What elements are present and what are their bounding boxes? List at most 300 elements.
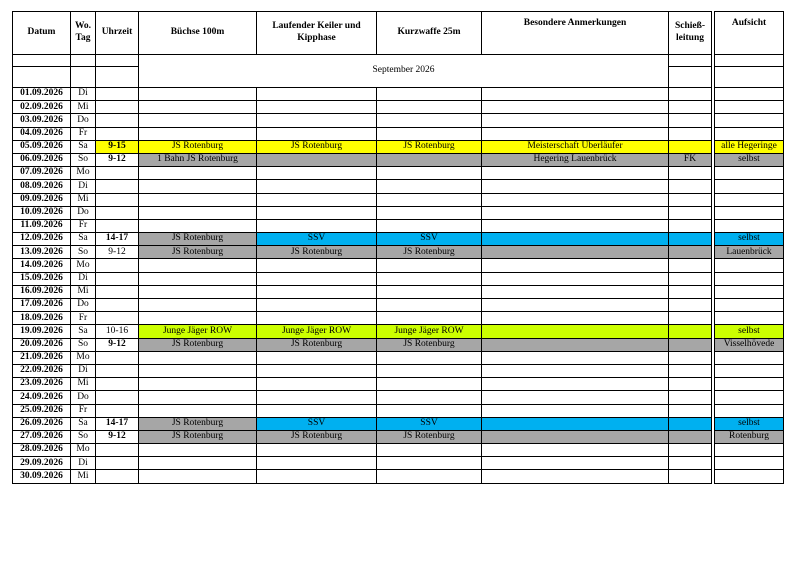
cell-schiessleitung: [669, 285, 712, 298]
cell-kurzwaffe: JS Rotenburg: [377, 430, 482, 443]
cell-day: Mo: [71, 259, 96, 272]
cell-date: 07.09.2026: [13, 167, 71, 180]
cell-kurzwaffe: [377, 364, 482, 377]
cell-day: Do: [71, 206, 96, 219]
cell-kurzwaffe: [377, 180, 482, 193]
cell-day: Do: [71, 114, 96, 127]
cell-schiessleitung: [669, 272, 712, 285]
cell-date: 13.09.2026: [13, 246, 71, 259]
cell-schiessleitung: [669, 444, 712, 457]
cell-kurzwaffe: JS Rotenburg: [377, 140, 482, 153]
cell-buechse: JS Rotenburg: [139, 233, 257, 246]
cell-buechse: [139, 404, 257, 417]
cell-anmerkungen: [482, 246, 669, 259]
cell-anmerkungen: [482, 219, 669, 232]
cell-kurzwaffe: [377, 114, 482, 127]
header-kurzwaffe: Kurzwaffe 25m: [377, 12, 482, 55]
cell-keiler: [257, 378, 377, 391]
cell-keiler: [257, 351, 377, 364]
cell-day: So: [71, 338, 96, 351]
table-row: [13, 272, 784, 285]
cell-aufsicht: selbst: [715, 153, 784, 166]
cell-keiler: [257, 259, 377, 272]
cell-anmerkungen: [482, 457, 669, 470]
cell-buechse: Junge Jäger ROW: [139, 325, 257, 338]
cell-anmerkungen: [482, 391, 669, 404]
cell-schiessleitung: [669, 127, 712, 140]
cell-buechse: JS Rotenburg: [139, 430, 257, 443]
cell-anmerkungen: [482, 193, 669, 206]
cell-day: Fr: [71, 219, 96, 232]
cell-schiessleitung: [669, 338, 712, 351]
cell-kurzwaffe: [377, 101, 482, 114]
cell-schiessleitung: [669, 457, 712, 470]
cell-schiessleitung: [669, 417, 712, 430]
cell-time: [96, 444, 139, 457]
cell-aufsicht: Visselhövede: [715, 338, 784, 351]
cell-anmerkungen: [482, 312, 669, 325]
cell-time: 9-12: [96, 430, 139, 443]
cell-time: [96, 351, 139, 364]
cell-keiler: [257, 193, 377, 206]
cell-aufsicht: [715, 312, 784, 325]
cell-time: [96, 272, 139, 285]
cell-aufsicht: [715, 351, 784, 364]
cell-keiler: [257, 285, 377, 298]
cell-day: So: [71, 430, 96, 443]
cell-date: 10.09.2026: [13, 206, 71, 219]
cell-time: 14-17: [96, 233, 139, 246]
cell-aufsicht: [715, 88, 784, 101]
cell-anmerkungen: [482, 444, 669, 457]
cell-day: Do: [71, 299, 96, 312]
table-row: [13, 167, 784, 180]
cell-date: 09.09.2026: [13, 193, 71, 206]
cell-anmerkungen: [482, 206, 669, 219]
cell-aufsicht: selbst: [715, 233, 784, 246]
cell-aufsicht: [715, 180, 784, 193]
cell-buechse: JS Rotenburg: [139, 246, 257, 259]
spacer-cell: [669, 55, 712, 67]
table-row: [13, 364, 784, 377]
cell-buechse: [139, 457, 257, 470]
header-wochentag: Wo. Tag: [71, 12, 96, 55]
cell-schiessleitung: [669, 246, 712, 259]
table-row: [13, 351, 784, 364]
header-schiessleitung: Schieß-leitung: [669, 12, 712, 55]
cell-kurzwaffe: JS Rotenburg: [377, 246, 482, 259]
cell-buechse: [139, 88, 257, 101]
spacer-cell: [96, 67, 139, 88]
cell-keiler: [257, 457, 377, 470]
cell-day: Mo: [71, 444, 96, 457]
table-row: [13, 127, 784, 140]
cell-time: [96, 378, 139, 391]
cell-date: 08.09.2026: [13, 180, 71, 193]
shooting-schedule-table: [12, 11, 784, 484]
cell-day: Di: [71, 457, 96, 470]
header-aufsicht: Aufsicht: [715, 12, 784, 55]
header-row: [13, 12, 784, 55]
cell-keiler: [257, 404, 377, 417]
table-row: [13, 246, 784, 259]
schedule-sheet: [12, 11, 784, 484]
cell-aufsicht: [715, 457, 784, 470]
cell-aufsicht: selbst: [715, 417, 784, 430]
cell-time: [96, 193, 139, 206]
cell-anmerkungen: [482, 101, 669, 114]
cell-anmerkungen: [482, 325, 669, 338]
table-row: [13, 206, 784, 219]
cell-kurzwaffe: [377, 457, 482, 470]
cell-anmerkungen: [482, 259, 669, 272]
cell-anmerkungen: Meisterschaft Überläufer: [482, 140, 669, 153]
cell-kurzwaffe: [377, 351, 482, 364]
cell-keiler: [257, 299, 377, 312]
cell-day: Fr: [71, 404, 96, 417]
cell-time: [96, 470, 139, 483]
cell-day: Fr: [71, 312, 96, 325]
cell-schiessleitung: [669, 140, 712, 153]
cell-date: 28.09.2026: [13, 444, 71, 457]
cell-aufsicht: [715, 101, 784, 114]
cell-anmerkungen: [482, 127, 669, 140]
cell-keiler: [257, 101, 377, 114]
cell-schiessleitung: [669, 206, 712, 219]
cell-keiler: [257, 88, 377, 101]
cell-keiler: [257, 206, 377, 219]
cell-anmerkungen: [482, 272, 669, 285]
cell-buechse: JS Rotenburg: [139, 417, 257, 430]
cell-schiessleitung: [669, 88, 712, 101]
cell-aufsicht: Lauenbrück: [715, 246, 784, 259]
spacer-cell: [669, 67, 712, 88]
cell-buechse: [139, 444, 257, 457]
cell-aufsicht: [715, 259, 784, 272]
cell-kurzwaffe: [377, 312, 482, 325]
cell-time: 9-12: [96, 153, 139, 166]
cell-date: 15.09.2026: [13, 272, 71, 285]
cell-day: Sa: [71, 140, 96, 153]
cell-kurzwaffe: [377, 285, 482, 298]
table-row: [13, 470, 784, 483]
cell-day: Mi: [71, 470, 96, 483]
table-row: [13, 378, 784, 391]
spacer-cell: [71, 67, 96, 88]
table-row: [13, 444, 784, 457]
cell-date: 06.09.2026: [13, 153, 71, 166]
cell-time: [96, 404, 139, 417]
cell-anmerkungen: [482, 285, 669, 298]
cell-kurzwaffe: [377, 219, 482, 232]
cell-day: Sa: [71, 325, 96, 338]
cell-day: So: [71, 246, 96, 259]
table-row: [13, 180, 784, 193]
cell-aufsicht: [715, 206, 784, 219]
cell-buechse: [139, 285, 257, 298]
cell-day: Sa: [71, 417, 96, 430]
cell-date: 22.09.2026: [13, 364, 71, 377]
cell-keiler: JS Rotenburg: [257, 430, 377, 443]
cell-date: 16.09.2026: [13, 285, 71, 298]
cell-anmerkungen: [482, 338, 669, 351]
cell-date: 17.09.2026: [13, 299, 71, 312]
cell-keiler: Junge Jäger ROW: [257, 325, 377, 338]
cell-kurzwaffe: SSV: [377, 417, 482, 430]
cell-aufsicht: [715, 470, 784, 483]
cell-buechse: [139, 364, 257, 377]
cell-buechse: [139, 272, 257, 285]
cell-buechse: [139, 470, 257, 483]
cell-keiler: SSV: [257, 233, 377, 246]
cell-time: 9-12: [96, 246, 139, 259]
cell-aufsicht: [715, 219, 784, 232]
table-row: [13, 233, 784, 246]
cell-day: Fr: [71, 127, 96, 140]
cell-buechse: [139, 299, 257, 312]
cell-aufsicht: [715, 299, 784, 312]
cell-anmerkungen: [482, 88, 669, 101]
cell-date: 05.09.2026: [13, 140, 71, 153]
cell-date: 21.09.2026: [13, 351, 71, 364]
cell-schiessleitung: [669, 219, 712, 232]
cell-schiessleitung: [669, 378, 712, 391]
cell-aufsicht: Rotenburg: [715, 430, 784, 443]
cell-day: Di: [71, 364, 96, 377]
table-row: [13, 325, 784, 338]
cell-day: Di: [71, 272, 96, 285]
cell-kurzwaffe: [377, 153, 482, 166]
table-row: [13, 285, 784, 298]
cell-keiler: [257, 153, 377, 166]
table-row: [13, 140, 784, 153]
cell-aufsicht: [715, 444, 784, 457]
cell-keiler: [257, 470, 377, 483]
cell-time: 14-17: [96, 417, 139, 430]
cell-date: 19.09.2026: [13, 325, 71, 338]
cell-keiler: [257, 444, 377, 457]
cell-time: [96, 391, 139, 404]
cell-keiler: SSV: [257, 417, 377, 430]
cell-date: 24.09.2026: [13, 391, 71, 404]
cell-schiessleitung: [669, 404, 712, 417]
cell-date: 14.09.2026: [13, 259, 71, 272]
cell-keiler: JS Rotenburg: [257, 338, 377, 351]
cell-anmerkungen: [482, 180, 669, 193]
cell-aufsicht: [715, 193, 784, 206]
cell-anmerkungen: [482, 114, 669, 127]
cell-aufsicht: [715, 114, 784, 127]
cell-kurzwaffe: Junge Jäger ROW: [377, 325, 482, 338]
cell-time: [96, 219, 139, 232]
cell-aufsicht: alle Hegeringe: [715, 140, 784, 153]
spacer-cell: [13, 55, 71, 67]
spacer-cell: [96, 55, 139, 67]
table-row: [13, 299, 784, 312]
cell-day: Mo: [71, 167, 96, 180]
cell-date: 02.09.2026: [13, 101, 71, 114]
cell-buechse: 1 Bahn JS Rotenburg: [139, 153, 257, 166]
cell-aufsicht: [715, 391, 784, 404]
cell-time: [96, 259, 139, 272]
spacer-cell: [715, 55, 784, 67]
cell-buechse: [139, 167, 257, 180]
cell-keiler: [257, 114, 377, 127]
cell-anmerkungen: [482, 351, 669, 364]
spacer-cell: [715, 67, 784, 88]
table-row: [13, 338, 784, 351]
cell-kurzwaffe: [377, 470, 482, 483]
cell-day: Mi: [71, 378, 96, 391]
cell-time: [96, 101, 139, 114]
cell-time: 10-16: [96, 325, 139, 338]
cell-buechse: [139, 312, 257, 325]
cell-date: 11.09.2026: [13, 219, 71, 232]
cell-buechse: [139, 219, 257, 232]
cell-date: 18.09.2026: [13, 312, 71, 325]
cell-time: [96, 285, 139, 298]
cell-kurzwaffe: [377, 167, 482, 180]
cell-kurzwaffe: [377, 444, 482, 457]
cell-buechse: [139, 180, 257, 193]
cell-schiessleitung: [669, 233, 712, 246]
table-row: [13, 88, 784, 101]
cell-time: [96, 88, 139, 101]
cell-aufsicht: [715, 404, 784, 417]
cell-date: 20.09.2026: [13, 338, 71, 351]
cell-anmerkungen: Hegering Lauenbrück: [482, 153, 669, 166]
cell-schiessleitung: [669, 259, 712, 272]
month-title: September 2026: [139, 55, 669, 88]
cell-time: 9-12: [96, 338, 139, 351]
cell-day: Sa: [71, 233, 96, 246]
cell-kurzwaffe: JS Rotenburg: [377, 338, 482, 351]
cell-keiler: [257, 364, 377, 377]
cell-anmerkungen: [482, 470, 669, 483]
cell-date: 26.09.2026: [13, 417, 71, 430]
cell-schiessleitung: [669, 101, 712, 114]
cell-aufsicht: [715, 167, 784, 180]
table-row: [13, 259, 784, 272]
cell-buechse: [139, 378, 257, 391]
cell-buechse: [139, 206, 257, 219]
cell-schiessleitung: [669, 312, 712, 325]
header-keiler: Laufender Keiler und Kipphase: [257, 12, 377, 55]
cell-day: Mi: [71, 193, 96, 206]
cell-schiessleitung: [669, 167, 712, 180]
cell-buechse: [139, 193, 257, 206]
cell-anmerkungen: [482, 430, 669, 443]
cell-schiessleitung: [669, 391, 712, 404]
table-row: [13, 153, 784, 166]
cell-date: 30.09.2026: [13, 470, 71, 483]
cell-buechse: [139, 114, 257, 127]
cell-schiessleitung: [669, 430, 712, 443]
spacer-cell: [71, 55, 96, 67]
table-row: [13, 391, 784, 404]
cell-anmerkungen: [482, 299, 669, 312]
cell-time: [96, 114, 139, 127]
cell-keiler: [257, 219, 377, 232]
cell-keiler: [257, 127, 377, 140]
cell-time: 9-15: [96, 140, 139, 153]
cell-keiler: [257, 180, 377, 193]
cell-schiessleitung: FK: [669, 153, 712, 166]
cell-keiler: [257, 272, 377, 285]
cell-buechse: JS Rotenburg: [139, 338, 257, 351]
cell-time: [96, 127, 139, 140]
cell-time: [96, 167, 139, 180]
cell-date: 04.09.2026: [13, 127, 71, 140]
cell-time: [96, 312, 139, 325]
table-row: [13, 219, 784, 232]
cell-anmerkungen: [482, 417, 669, 430]
cell-kurzwaffe: [377, 193, 482, 206]
cell-aufsicht: [715, 127, 784, 140]
cell-aufsicht: [715, 285, 784, 298]
cell-day: So: [71, 153, 96, 166]
cell-date: 23.09.2026: [13, 378, 71, 391]
cell-day: Di: [71, 180, 96, 193]
cell-kurzwaffe: SSV: [377, 233, 482, 246]
cell-kurzwaffe: [377, 391, 482, 404]
cell-schiessleitung: [669, 193, 712, 206]
cell-keiler: [257, 391, 377, 404]
header-anmerkungen: Besondere Anmerkungen: [482, 12, 669, 55]
cell-keiler: [257, 167, 377, 180]
table-row: [13, 430, 784, 443]
table-row: [13, 114, 784, 127]
cell-schiessleitung: [669, 351, 712, 364]
cell-aufsicht: [715, 364, 784, 377]
cell-day: Mi: [71, 285, 96, 298]
cell-kurzwaffe: [377, 272, 482, 285]
cell-date: 01.09.2026: [13, 88, 71, 101]
cell-schiessleitung: [669, 470, 712, 483]
cell-buechse: [139, 259, 257, 272]
cell-keiler: JS Rotenburg: [257, 246, 377, 259]
cell-date: 03.09.2026: [13, 114, 71, 127]
cell-kurzwaffe: [377, 299, 482, 312]
cell-anmerkungen: [482, 404, 669, 417]
cell-day: Mo: [71, 351, 96, 364]
table-row: [13, 193, 784, 206]
cell-buechse: [139, 127, 257, 140]
cell-schiessleitung: [669, 325, 712, 338]
cell-kurzwaffe: [377, 259, 482, 272]
header-uhrzeit: Uhrzeit: [96, 12, 139, 55]
table-row: [13, 457, 784, 470]
cell-day: Do: [71, 391, 96, 404]
cell-anmerkungen: [482, 167, 669, 180]
cell-time: [96, 206, 139, 219]
cell-day: Mi: [71, 101, 96, 114]
cell-anmerkungen: [482, 364, 669, 377]
cell-kurzwaffe: [377, 206, 482, 219]
table-row: [13, 101, 784, 114]
cell-keiler: [257, 312, 377, 325]
cell-aufsicht: selbst: [715, 325, 784, 338]
cell-date: 12.09.2026: [13, 233, 71, 246]
cell-anmerkungen: [482, 378, 669, 391]
cell-keiler: JS Rotenburg: [257, 140, 377, 153]
cell-day: Di: [71, 88, 96, 101]
spacer-row: [13, 55, 784, 67]
cell-date: 29.09.2026: [13, 457, 71, 470]
table-row: [13, 404, 784, 417]
cell-buechse: [139, 391, 257, 404]
cell-time: [96, 457, 139, 470]
